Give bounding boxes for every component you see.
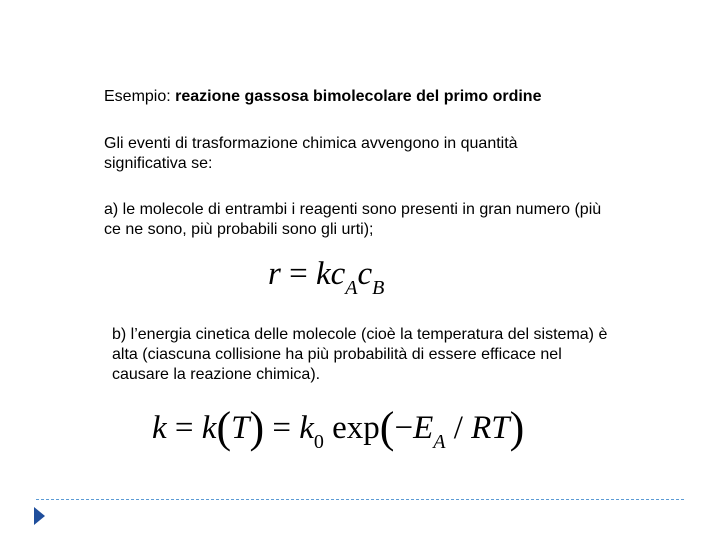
arr-eq2: = (264, 410, 300, 446)
arr-t: T (231, 410, 250, 446)
intro-paragraph: Gli eventi di trasformazione chimica avvengono in quantità significativa se: (104, 135, 518, 172)
point-a-paragraph: a) le molecole di entrambi i reagenti sono presenti in gran numero (più ce ne sono, più probabili sono gli urti); (104, 201, 602, 238)
arr-e: E (413, 410, 434, 446)
arr-eq1: = (166, 410, 202, 446)
slide-heading (104, 87, 541, 107)
arr-slash: / (445, 410, 472, 446)
arr-sub-0: 0 (313, 431, 324, 453)
rate-k: k (315, 256, 331, 292)
arr-k0: k (299, 410, 314, 446)
arrhenius-formula (152, 400, 524, 460)
arr-open-paren-1: ( (216, 403, 232, 452)
arr-open-paren-2: ( (379, 403, 395, 452)
rate-c-b: c (357, 256, 373, 292)
arr-k2: k (201, 410, 217, 446)
heading-title: reazione gassosa bimolecolare del primo ordine (175, 88, 542, 105)
arr-sub-a: A (433, 431, 446, 453)
rate-equals: = (280, 256, 316, 292)
triangle-right-icon (34, 507, 45, 525)
arr-close-paren-1: ) (249, 403, 265, 452)
arr-rt: RT (471, 410, 510, 446)
rate-sub-b: B (372, 277, 385, 299)
point-b-paragraph: b) l’energia cinetica delle molecole (cioè la temperatura del sistema) è alta (ciascuna collisione ha più probabilità di essere efficace nel causare la reazione chimica). (112, 326, 608, 383)
rate-lhs: r (268, 256, 281, 292)
arr-k: k (152, 410, 167, 446)
footer-divider (36, 499, 684, 500)
heading-prefix: Esempio: (104, 88, 176, 105)
rate-formula (268, 252, 384, 300)
rate-c-a: c (330, 256, 346, 292)
arr-exp: exp (323, 410, 380, 446)
arr-minus: − (394, 410, 414, 446)
rate-sub-a: A (345, 277, 358, 299)
arr-close-paren-2: ) (509, 403, 525, 452)
